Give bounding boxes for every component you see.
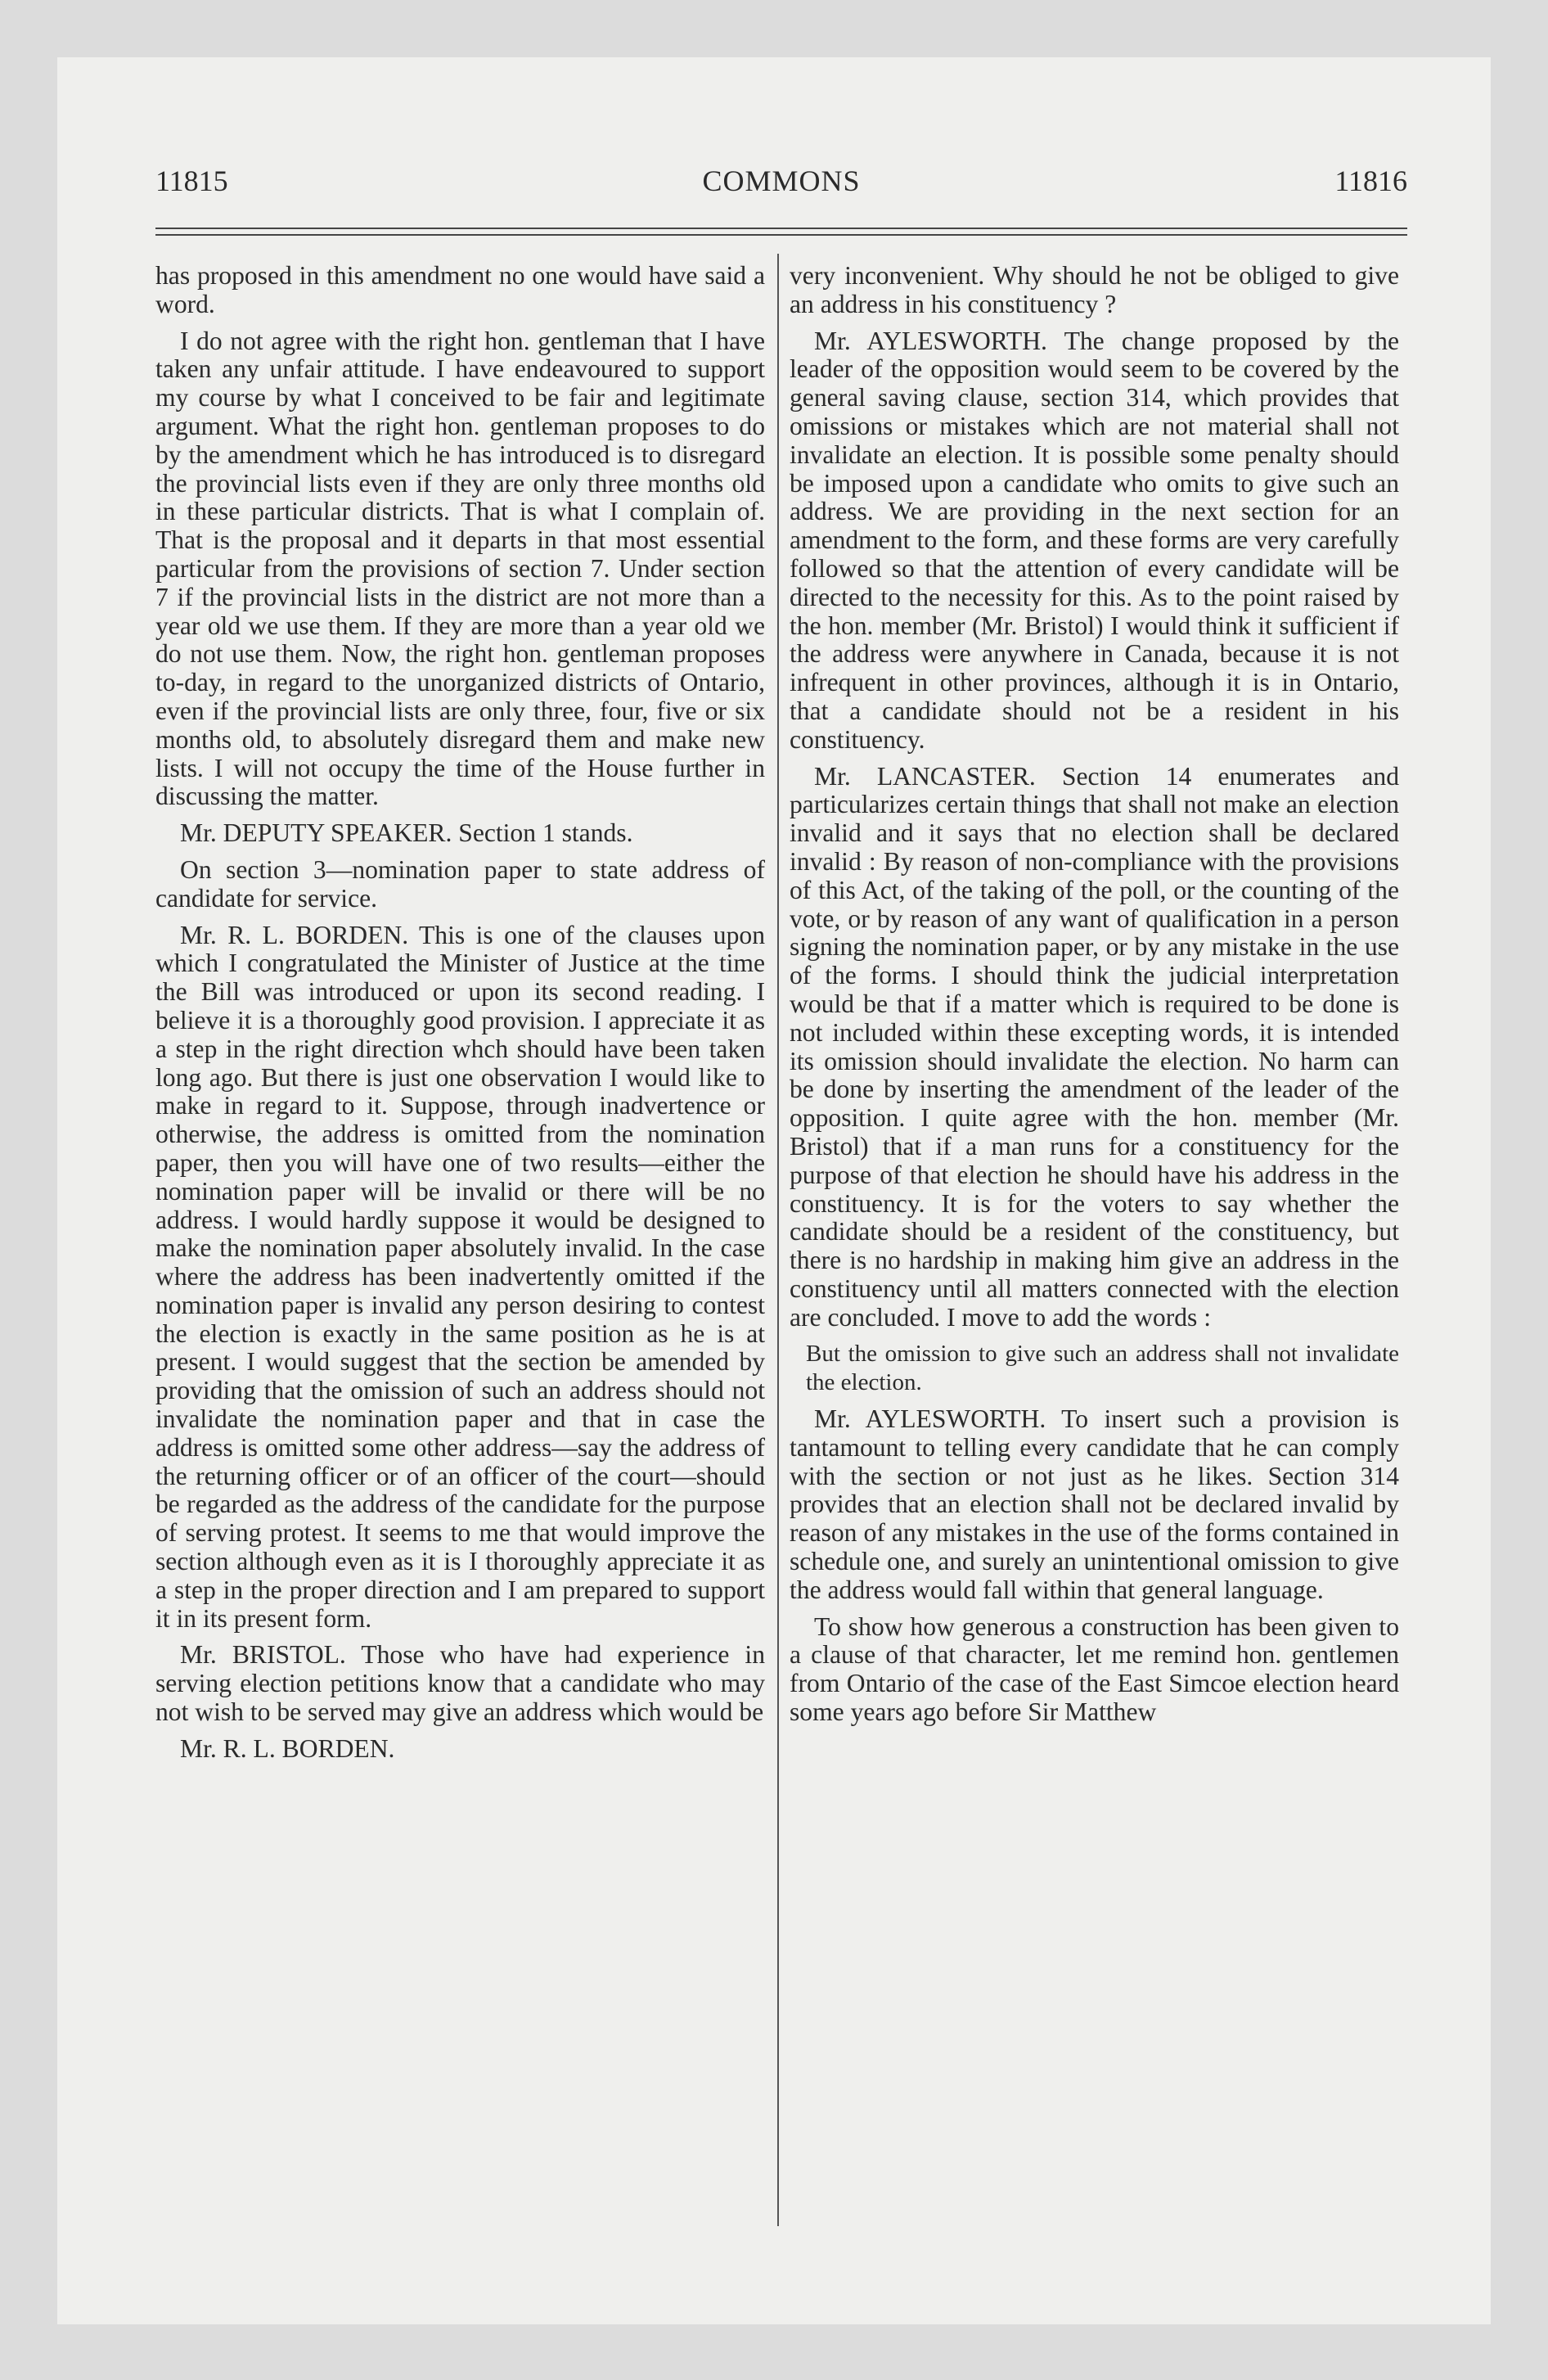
paragraph: Mr. BRISTOL. Those who have had experience in serving election petitions know that a candidate who may not wish to be served may give an address which would be: [155, 1640, 765, 1727]
page-header: [155, 156, 1407, 205]
running-title: COMMONS: [702, 165, 861, 197]
right-column: [790, 262, 1399, 1735]
column-divider: [777, 254, 779, 2226]
header-rule-top: [155, 228, 1407, 229]
paragraph: Mr. AYLESWORTH. To insert such a provision is tantamount to telling every candidate that he can comply with the section or not just as he likes. Section 314 provides that an election shall not be declared invalid by reason of any mistakes in the use of the forms contained in schedule one, and surely an unintentional omission to give the address would fall within that general language.: [790, 1404, 1399, 1604]
paragraph: But the omission to give such an address shall not invalidate the election.: [806, 1341, 1399, 1396]
page-number-right: 11816: [1334, 165, 1407, 197]
paragraph: very inconvenient. Why should he not be obliged to give an address in his constituency ?: [790, 261, 1399, 318]
page-number-left: 11815: [155, 165, 228, 197]
paragraph: To show how generous a construction has been given to a clause of that character, let me remind hon. gentlemen from Ontario of the case of the East Simcoe election heard some years ago before Sir Matthew: [790, 1611, 1399, 1727]
paragraph: Mr. AYLESWORTH. The change proposed by the leader of the opposition would seem to be covered by the general saving clause, section 314, which provides that omissions or mistakes which are not material shall not invalidate an election. It is possible some penalty should be imposed upon a candidate who omits to give such an address. We are providing in the next section for an amendment to the form, and these forms are very carefully followed so that the attention of every candidate will be directed to the necessity for this. As to the point raised by the hon. member (Mr. Bristol) I would think it sufficient if the address were anywhere in Canada, because it is not infrequent in other provinces, although it is in Ontario, that a candidate should not be a resident in his constituency.: [790, 326, 1399, 754]
paragraph: Mr. DEPUTY SPEAKER. Section 1 stands.: [180, 818, 633, 848]
left-column: [155, 262, 765, 1772]
header-rule-bottom: [155, 234, 1407, 236]
paragraph: I do not agree with the right hon. gentleman that I have taken any unfair attitude. I have endeavoured to support my course by what I conceived to be fair and legitimate argument. What the right hon. gentleman proposes to do by the amendment which he has introduced is to disregard the provincial lists even if they are only three months old in these particular districts. That is what I complain of. That is the proposal and it departs in that most essential particular from the provisions of section 7. Under section 7 if the provincial lists in the district are not more than a year old we use them. If they are more than a year old we do not use them. Now, the right hon. gentleman proposes to-day, in regard to the unorganized districts of Ontario, even if the provincial lists are only three, four, five or six months old, to absolutely disregard them and make new lists. I will not occupy the time of the House further in discussing the matter.: [155, 326, 765, 811]
paragraph: Mr. R. L. BORDEN. This is one of the clauses upon which I congratulated the Minister of Justice at the time the Bill was introduced or upon its second reading. I believe it is a thoroughly good provision. I appreciate it as a step in the right direction whch should have been taken long ago. But there is just one observation I would like to make in regard to it. Suppose, through inadvertence or otherwise, the address is omitted from the nomination paper, then you will have one of two results—either the nomination paper will be invalid or there will be no address. I would hardly suppose it would be designed to make the nomination paper absolutely invalid. In the case where the address has been inadvertently omitted if the nomination paper is invalid any person desiring to contest the election is exactly in the same position as he is at present. I would suggest that the section be amended by providing that the omission of such an address should not invalidate the nomination paper and that in case the address is omitted some other address—say the address of the returning officer or of an officer of the court—should be regarded as the address of the candidate for the purpose of serving protest. It seems to me that would improve the section although even as it is I thoroughly appreciate it as a step in the proper direction and I am prepared to support it in its present form.: [155, 920, 765, 1633]
document-page: [155, 156, 1407, 2226]
paragraph: Mr. LANCASTER. Section 14 enumerates and particularizes certain things that shall not make an election invalid and it says that no election shall be declared invalid : By reason of non-compliance with the provisions of this Act, of the taking of the poll, or the counting of the vote, or by reason of any want of qualification in a person signing the nomination paper, or by any mistake in the use of the forms. I should think the judicial interpretation would be that if a matter which is required to be done is not included within these excepting words, it is intended its omission should invalidate the election. No harm can be done by inserting the amendment of the leader of the opposition. I quite agree with the hon. member (Mr. Bristol) that if a man runs for a constituency for the purpose of that election he should have his address in the constituency. It is for the voters to say whether the candidate should be a resident of the constituency, but there is no hardship in making him give an address in the constituency until all matters connected with the election are concluded. I move to add the words :: [790, 761, 1399, 1332]
paragraph: has proposed in this amendment no one would have said a word.: [155, 261, 765, 318]
paragraph: Mr. R. L. BORDEN.: [180, 1733, 395, 1763]
paragraph: On section 3—nomination paper to state address of candidate for service.: [155, 854, 765, 913]
